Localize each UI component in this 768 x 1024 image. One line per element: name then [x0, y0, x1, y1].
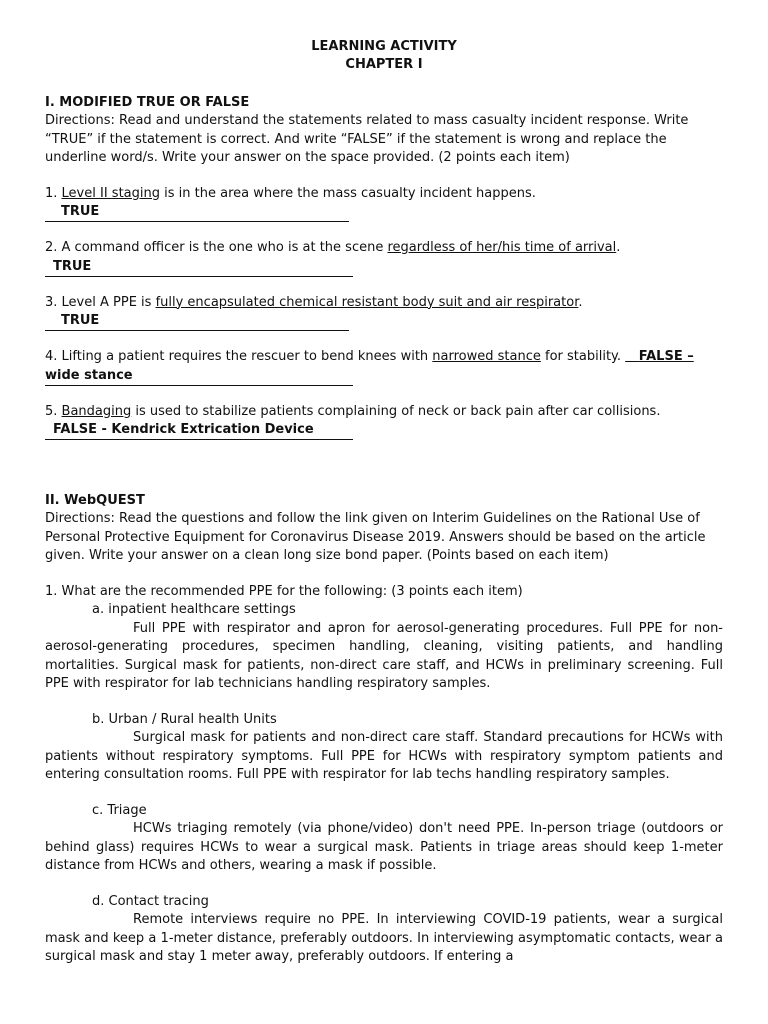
subitem-b-answer: Surgical mask for patients and non-direct care staff. Standard precautions for HCWs with patients without respiratory symptoms. Full PPE for HCWs with respiratory symptom patients and entering consultation rooms. Full PPE with respirator for lab techs handling respiratory samples.	[45, 730, 723, 782]
underlined-term: Level II staging	[61, 185, 160, 201]
underlined-term: regardless of her/his time of arrival	[387, 240, 617, 255]
subitem-a-answer: Full PPE with respirator and apron for aerosol-generating procedures. Full PPE for non-aerosol-generating procedures, specimen handling, cleaning, visiting patients, and handling mortalities. Surgical mask for patients, non-direct care staff, and HCWs in preliminary screening. Full PPE with respirator for lab technicians handling respiratory samples.	[45, 620, 723, 691]
tf-item-3: 3. Level A PPE is fully encapsulated chemical resistant body suit and air respirator.	[45, 294, 583, 310]
tf-item-5: 5. Bandaging is used to stabilize patients complaining of neck or back pain after car collisions.	[45, 403, 661, 419]
document-page	[45, 38, 723, 967]
answer-blank-4: wide stance	[45, 367, 353, 386]
title-line-2: CHAPTER I	[345, 57, 423, 72]
underlined-term: Bandaging	[61, 403, 132, 419]
tf-item-4: 4. Lifting a patient requires the rescuer to bend knees with narrowed stance for stability. FALSE –	[45, 349, 694, 364]
subitem-c-label: c. Triage	[92, 802, 147, 818]
answer-blank-2: TRUE	[45, 258, 353, 277]
doc-title	[45, 38, 723, 74]
answer-blank-1: TRUE	[45, 203, 349, 222]
webquest-question-1: 1. What are the recommended PPE for the following: (3 points each item)	[45, 583, 523, 599]
answer-blank-5: FALSE - Kendrick Extrication Device	[45, 421, 353, 440]
section-1-directions: Directions: Read and understand the statements related to mass casualty incident response. Write “TRUE” if the statement is correct. And write “FALSE” if the statement is wrong and replace the underline word/s. Write your answer on the space provided. (2 points each item)	[45, 113, 689, 165]
tf-item-2: 2. A command officer is the one who is at the scene regardless of her/his time of arrival.	[45, 240, 621, 255]
subitem-c-answer: HCWs triaging remotely (via phone/video) don't need PPE. In-person triage (outdoors or behind glass) requires HCWs to wear a surgical mask. Patients in triage areas should keep 1-meter distance from HCWs and others, wearing a mask if possible.	[45, 821, 723, 873]
tf-item-1: 1. Level II staging is in the area where the mass casualty incident happens.	[45, 185, 536, 201]
subitem-a-label: a. inpatient healthcare settings	[92, 602, 296, 617]
answer-inline-4: FALSE –	[638, 349, 694, 364]
section-2-heading: II. WebQUEST	[45, 493, 145, 508]
subitem-b-label: b. Urban / Rural health Units	[92, 711, 277, 727]
subitem-d-label: d. Contact tracing	[92, 893, 209, 909]
subitem-d-answer: Remote interviews require no PPE. In interviewing COVID-19 patients, wear a surgical mask and keep a 1-meter distance, preferably outdoors. In interviewing asymptomatic contacts, wear a surgical mask and stay 1 meter away, preferably outdoors. If entering a	[45, 912, 723, 964]
title-line-1: LEARNING ACTIVITY	[311, 39, 457, 54]
answer-blank-3: TRUE	[45, 312, 349, 331]
section-1-heading: I. MODIFIED TRUE OR FALSE	[45, 95, 250, 110]
section-2-directions: Directions: Read the questions and follow the link given on Interim Guidelines on the Rational Use of Personal Protective Equipment for Coronavirus Disease 2019. Answers should be based on the article given. Write your answer on a clean long size bond paper. (Points based on each item)	[45, 511, 706, 563]
underlined-term: fully encapsulated chemical resistant body suit and air respirator	[155, 294, 579, 310]
underlined-term: narrowed stance	[432, 349, 541, 364]
